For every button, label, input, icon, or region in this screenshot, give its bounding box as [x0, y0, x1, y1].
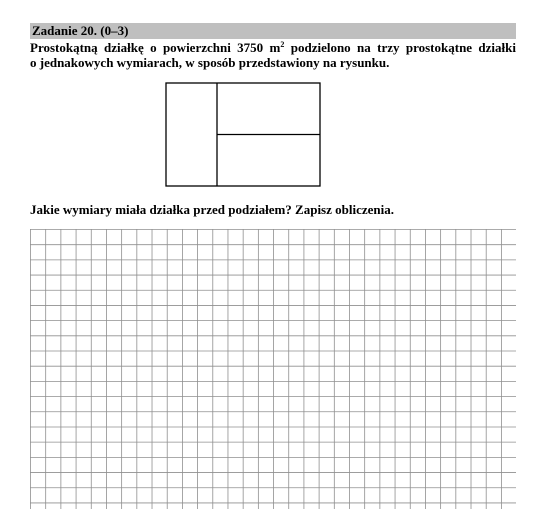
- area-unit-exponent: 2: [280, 40, 285, 49]
- question-text: Jakie wymiary miała działka przed podziałem? Zapisz obliczenia.: [30, 202, 394, 217]
- plot-division-diagram: [165, 82, 321, 187]
- task-statement-line-1-rest: podzielono na trzy prostokątne działki: [284, 40, 516, 55]
- answer-grid[interactable]: [30, 229, 516, 509]
- task-statement-line-1-text: Prostokątną działkę o powierzchni 3750 m: [30, 40, 281, 55]
- task-statement-line-2: o jednakowych wymiarach, w sposób przedstawiony na rysunku.: [30, 55, 390, 70]
- task-header-bar: [30, 23, 516, 39]
- task-statement-line-1: [30, 40, 516, 55]
- task-title: Zadanie 20. (0–3): [32, 23, 129, 38]
- task-statement: [30, 40, 516, 70]
